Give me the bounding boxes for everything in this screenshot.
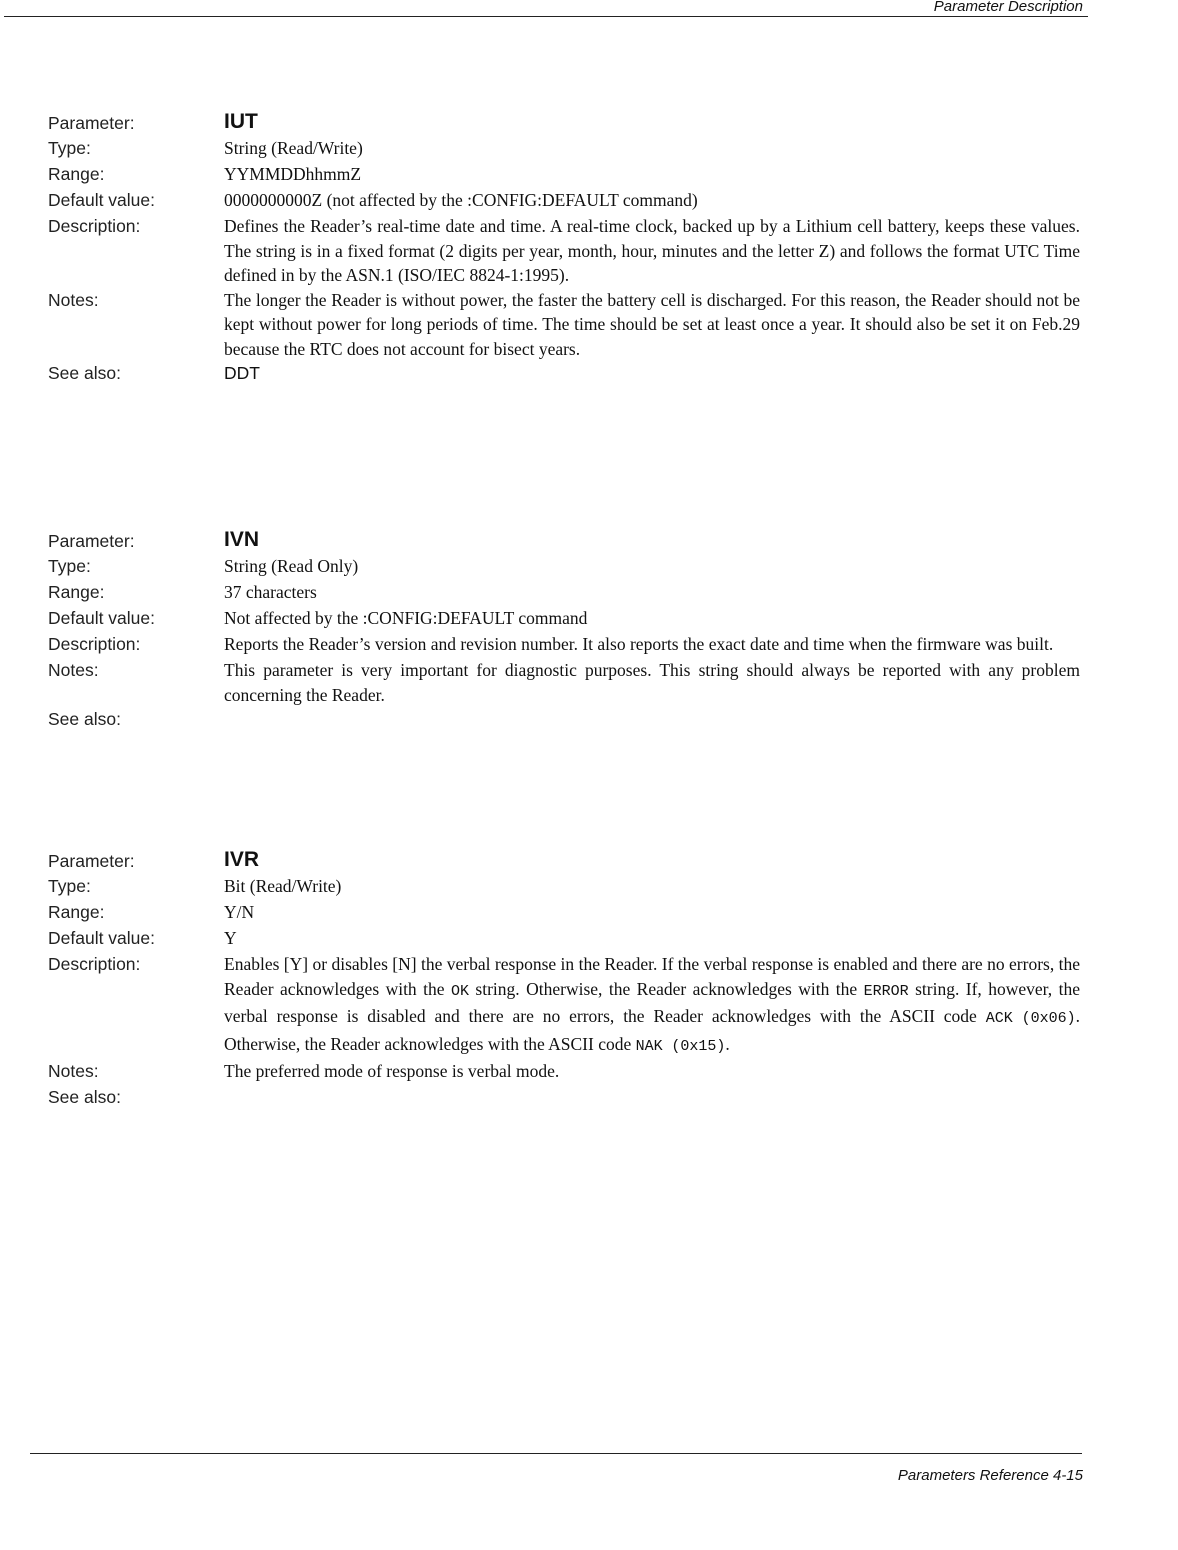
description-value: Defines the Reader’s real-time date and time. A real-time clock, backed up by a Lithium cell battery, keeps these values. The string is in a fixed format (2 digits per year, month, hour, minutes and the letter Z) and follows the format UTC Time defined in by the ASN.1 (ISO/IEC 8824-1:1995).	[224, 216, 1080, 285]
description-text: .	[725, 1033, 730, 1054]
description-value	[224, 952, 1080, 1059]
type-row	[48, 874, 1080, 900]
notes-value: This parameter is very important for diagnostic purposes. This string should always be reported with any problem concerning the Reader.	[224, 660, 1080, 705]
type-value: Bit (Read/Write)	[224, 876, 342, 896]
header-title: Parameter Description	[933, 0, 1083, 15]
description-text: string. If, however, the verbal response is disabled and there are no errors, the Reader acknowledges with the ASCII code	[224, 978, 1080, 1026]
header-rule	[4, 16, 1088, 17]
type-value: String (Read Only)	[224, 556, 359, 576]
description-label: Description:	[48, 634, 141, 654]
type-row	[48, 554, 1080, 580]
notes-label: Notes:	[48, 1061, 99, 1081]
notes-label: Notes:	[48, 660, 99, 680]
parameter-entry-ivr	[48, 846, 1080, 1111]
default-label: Default value:	[48, 928, 156, 948]
see-also-row	[48, 1085, 1080, 1111]
notes-row	[48, 1059, 1080, 1085]
range-label: Range:	[48, 902, 105, 922]
range-label: Range:	[48, 164, 105, 184]
description-row	[48, 214, 1080, 288]
error-code: ERROR	[863, 982, 909, 1000]
see-also-label: See also:	[48, 709, 121, 729]
range-row	[48, 162, 1080, 188]
description-row	[48, 632, 1080, 658]
parameter-row	[48, 108, 1080, 136]
description-label: Description:	[48, 954, 141, 974]
type-label: Type:	[48, 876, 91, 896]
notes-value: The longer the Reader is without power, the faster the battery cell is discharged. For this reason, the Reader should not be kept without power for long periods of time. The time should be set at least once a year. It should also be set it on Feb.29 because the RTC does not account for bisect years.	[224, 289, 1080, 359]
range-row	[48, 580, 1080, 606]
parameter-name: IUT	[224, 110, 258, 133]
notes-label: Notes:	[48, 289, 99, 310]
description-text: string. Otherwise, the Reader acknowledges with the	[468, 978, 864, 999]
range-row	[48, 900, 1080, 926]
type-label: Type:	[48, 556, 91, 576]
parameter-entry-iut	[48, 108, 1080, 387]
notes-row	[48, 658, 1080, 707]
range-value: Y/N	[224, 902, 255, 922]
default-label: Default value:	[48, 190, 156, 210]
default-value: 0000000000Z (not affected by the :CONFIG:DEFAULT command)	[224, 190, 698, 210]
range-label: Range:	[48, 582, 105, 602]
default-label: Default value:	[48, 608, 156, 628]
default-value: Y	[224, 928, 237, 948]
default-row	[48, 606, 1080, 632]
description-row	[48, 952, 1080, 1059]
type-label: Type:	[48, 138, 91, 158]
parameter-row	[48, 526, 1080, 554]
default-row	[48, 188, 1080, 214]
range-value: 37 characters	[224, 582, 317, 602]
description-text: . Otherwise, the Reader acknowledges with the ASCII code	[224, 1006, 1081, 1054]
parameter-name: IVN	[224, 528, 260, 551]
description-value: Reports the Reader’s version and revision number. It also reports the exact date and time when the firmware was built.	[224, 634, 1054, 654]
see-also-label: See also:	[48, 363, 121, 383]
parameter-entry-ivn	[48, 526, 1080, 733]
notes-row	[48, 288, 1080, 362]
description-label: Description:	[48, 216, 141, 236]
parameter-row	[48, 846, 1080, 874]
footer-page-reference: Parameters Reference 4-15	[897, 1467, 1083, 1484]
type-value: String (Read/Write)	[224, 138, 363, 158]
ack-hex-code: (0x06)	[1021, 1010, 1076, 1027]
description-text: Enables [Y] or disables [N] the verbal response in the Reader. If the verbal response is enabled and there are no errors, the Reader acknowledges with the	[224, 954, 1080, 999]
default-value: Not affected by the :CONFIG:DEFAULT command	[224, 608, 588, 628]
notes-value: The preferred mode of response is verbal mode.	[224, 1061, 560, 1081]
see-also-row	[48, 361, 1080, 387]
parameter-label: Parameter:	[48, 851, 135, 871]
nak-hex-code: (0x15)	[671, 1037, 726, 1055]
parameter-label: Parameter:	[48, 113, 135, 133]
ack-code: ACK	[985, 1010, 1013, 1027]
parameter-name: IVR	[224, 848, 260, 871]
default-row	[48, 926, 1080, 952]
parameter-label: Parameter:	[48, 531, 135, 551]
ok-code: OK	[450, 982, 469, 1000]
see-also-label: See also:	[48, 1087, 121, 1107]
range-value: YYMMDDhhmmZ	[224, 164, 362, 184]
footer-rule	[30, 1453, 1082, 1454]
type-row	[48, 136, 1080, 162]
nak-code: NAK	[635, 1037, 663, 1055]
see-also-row	[48, 707, 1080, 733]
see-also-value: DDT	[224, 363, 260, 383]
